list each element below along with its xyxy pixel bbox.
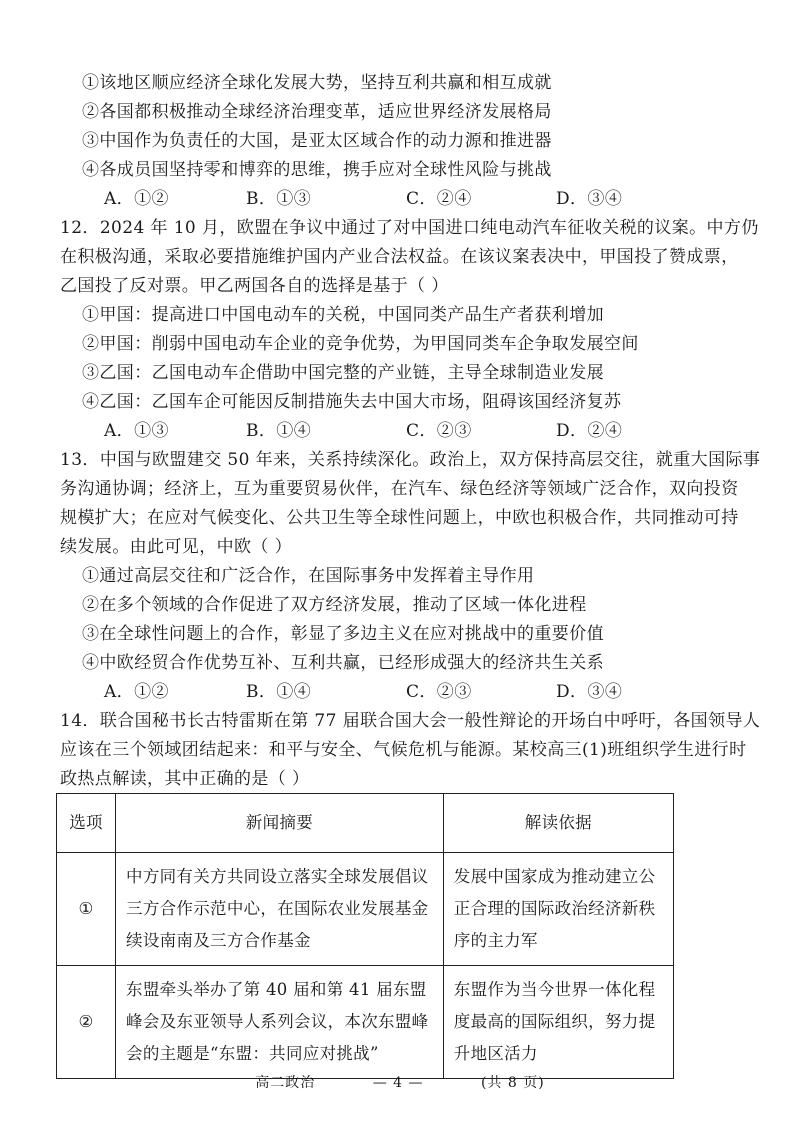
footer-page-number: — 4 — bbox=[372, 1075, 424, 1091]
q14-stem-line-1: 14．联合国秘书长古特雷斯在第 77 届联合国大会一般性辩论的开场白中呼吁，各国领导人 bbox=[60, 711, 761, 731]
table-cell-option: ① bbox=[57, 853, 116, 966]
table-cell-basis: 东盟作为当今世界一体化程度最高的国际组织，努力提升地区活力 bbox=[443, 966, 673, 1079]
q12-stem-line-2: 在积极沟通，采取必要措施维护国内产业合法权益。在该议案表决中，甲国投了赞成票， bbox=[60, 247, 739, 267]
q13-option-3: ③在全球性问题上的合作，彰显了多边主义在应对挑战中的重要价值 bbox=[82, 624, 604, 644]
table-cell-summary: 中方同有关方共同设立落实全球发展倡议三方合作示范中心，在国际农业发展基金续设南南及三方合作基金 bbox=[116, 853, 444, 966]
q12-stem-line-1: 12．2024 年 10 月，欧盟在争议中通过了对中国进口纯电动汽车征收关税的议案。中方仍 bbox=[60, 218, 759, 238]
q11-option-2: ②各国都积极推动全球经济治理变革，适应世界经济发展格局 bbox=[82, 102, 552, 122]
q12-answer-d: D．②④ bbox=[556, 421, 623, 441]
q14-news-table bbox=[56, 793, 674, 1079]
q11-answer-c: C．②④ bbox=[406, 189, 472, 209]
q11-answer-d: D．③④ bbox=[556, 189, 623, 209]
q13-stem-line-4: 续发展。由此可见，中欧（ ） bbox=[60, 537, 293, 557]
q12-option-4: ④乙国：乙国车企可能因反制措施失去中国大市场，阻碍该国经济复苏 bbox=[82, 392, 622, 412]
q11-answer-a: A．①② bbox=[104, 189, 169, 209]
q14-stem-line-2: 应该在三个领域团结起来：和平与安全、气候危机与能源。某校高三(1)班组织学生进行时 bbox=[60, 740, 747, 760]
q12-answer-b: B．①④ bbox=[246, 421, 312, 441]
q11-option-3: ③中国作为负责任的大国，是亚太区域合作的动力源和推进器 bbox=[82, 131, 552, 151]
q12-option-1: ①甲国：提高进口中国电动车的关税，中国同类产品生产者获利增加 bbox=[82, 305, 604, 325]
table-header-option: 选项 bbox=[57, 794, 116, 853]
footer-subject: 高二政治 bbox=[255, 1075, 316, 1091]
q13-answer-choices bbox=[104, 677, 744, 707]
q13-stem-line-3: 规模扩大；在应对气候变化、公共卫生等全球性问题上，中欧也积极合作，共同推动可持 bbox=[60, 508, 739, 528]
footer-total-pages: (共 8 页) bbox=[480, 1075, 545, 1091]
q14-stem-line-3: 政热点解读，其中正确的是（ ） bbox=[60, 769, 310, 789]
q11-option-1: ①该地区顺应经济全球化发展大势，坚持互利共赢和相互成就 bbox=[82, 73, 552, 93]
table-cell-basis: 发展中国家成为推动建立公正合理的国际政治经济新秩序的主力军 bbox=[443, 853, 673, 966]
q12-answer-choices bbox=[104, 416, 744, 446]
q13-option-2: ②在多个领域的合作促进了双方经济发展，推动了区域一体化进程 bbox=[82, 595, 587, 615]
q12-option-3: ③乙国：乙国电动车企借助中国完整的产业链，主导全球制造业发展 bbox=[82, 363, 604, 383]
q13-option-4: ④中欧经贸合作优势互补、互利共赢，已经形成强大的经济共生关系 bbox=[82, 653, 604, 673]
q11-answer-choices bbox=[104, 184, 744, 214]
table-row bbox=[57, 853, 674, 966]
q12-option-2: ②甲国：削弱中国电动车企业的竞争优势，为甲国同类车企争取发展空间 bbox=[82, 334, 639, 354]
q13-answer-b: B．①④ bbox=[246, 682, 312, 702]
table-cell-summary: 东盟牵头举办了第 40 届和第 41 届东盟峰会及东亚领导人系列会议，本次东盟峰会的主题是“东盟：共同应对挑战” bbox=[116, 966, 444, 1079]
q13-answer-c: C．②③ bbox=[406, 682, 472, 702]
q12-answer-c: C．②③ bbox=[406, 421, 472, 441]
q11-answer-b: B．①③ bbox=[246, 189, 312, 209]
table-header-row bbox=[57, 794, 674, 853]
q13-option-1: ①通过高层交往和广泛合作，在国际事务中发挥着主导作用 bbox=[82, 566, 535, 586]
table-header-summary: 新闻摘要 bbox=[116, 794, 444, 853]
table-cell-option: ② bbox=[57, 966, 116, 1079]
table-row bbox=[57, 966, 674, 1079]
q13-stem-line-2: 务沟通协调；经济上，互为重要贸易伙伴，在汽车、绿色经济等领域广泛合作，双向投资 bbox=[60, 479, 739, 499]
page-footer bbox=[0, 1072, 800, 1092]
q13-answer-a: A．①② bbox=[104, 682, 169, 702]
q12-stem-line-3: 乙国投了反对票。甲乙两国各自的选择是基于（ ） bbox=[60, 276, 449, 296]
table-header-basis: 解读依据 bbox=[443, 794, 673, 853]
q11-option-4: ④各成员国坚持零和博弈的思维，携手应对全球性风险与挑战 bbox=[82, 160, 552, 180]
q12-answer-a: A．①③ bbox=[104, 421, 169, 441]
q13-stem-line-1: 13．中国与欧盟建交 50 年来，关系持续深化。政治上，双方保持高层交往，就重大国际事 bbox=[60, 450, 761, 470]
q13-answer-d: D．③④ bbox=[556, 682, 623, 702]
